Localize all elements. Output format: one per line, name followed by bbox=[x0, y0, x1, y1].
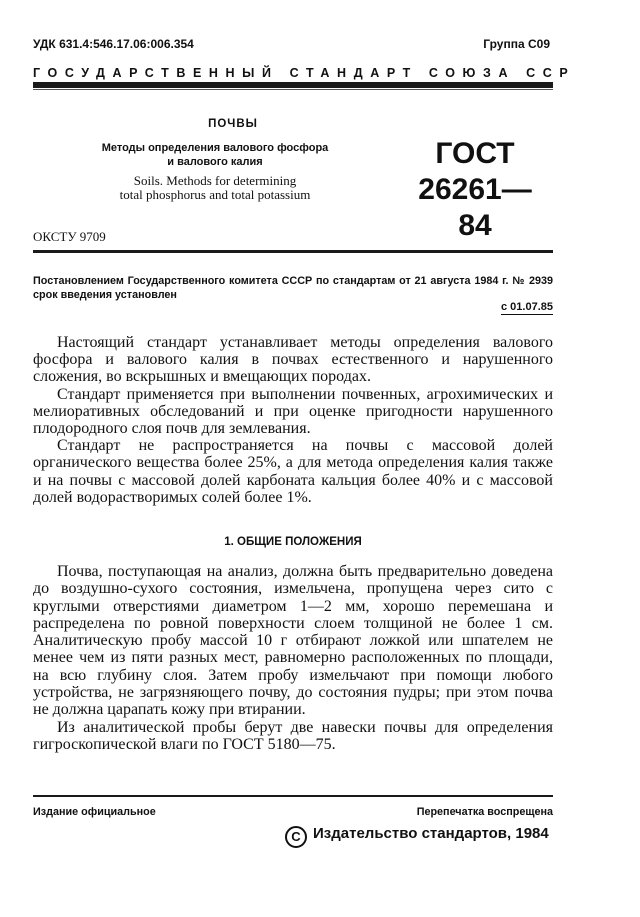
section-heading: 1. ОБЩИЕ ПОЛОЖЕНИЯ bbox=[224, 536, 362, 548]
english-title bbox=[60, 174, 370, 202]
section-rule bbox=[33, 250, 553, 253]
paragraph: Стандарт не распространяется на почвы с массовой долей органического вещества более 25%, а для метода определения калия также и на почвы с массовой долей карбоната кальция более 40% и с массовой долей водорастворимых солей более 1%. bbox=[33, 437, 553, 506]
english-title-line1: Soils. Methods for determining bbox=[133, 173, 297, 188]
paragraph: Почва, поступающая на анализ, должна быть предварительно доведена до воздушно-сухого состояния, измельчена, пропущена через сито с круглыми отверстиями диаметром 1—2 мм, хорошо перемешана и распределена по ровной поверхности слоем толщиной не более 1 см. Аналитическую пробу массой 10 г отбирают ложкой или шпателем не менее чем из пяти разных мест, равномерно расположенных по площади, на всю глубину слоя. Затем пробу измельчают при помощи любого устройства, не загрязняющего почву, до состояния пудры; при этом почва не должна царапать кожу при втирании. bbox=[33, 563, 553, 719]
edition-note: Издание официальное bbox=[33, 806, 156, 818]
effective-date: с 01.07.85 bbox=[501, 301, 553, 313]
russian-title bbox=[60, 141, 370, 169]
paragraph: Из аналитической пробы берут две навески почвы для определения гигроскопической влаги по ГОСТ 5180—75. bbox=[33, 718, 553, 753]
russian-title-line2: и валового калия bbox=[167, 156, 263, 168]
okstu-code: ОКСТУ 9709 bbox=[33, 229, 106, 244]
paragraph: Настоящий стандарт устанавливает методы определения валового фосфора и валового калия в почвах естественного и нарушенного сложения, во вскрышных и вмещающих породах. bbox=[33, 334, 553, 386]
gost-number: 26261—84 bbox=[418, 173, 532, 242]
gost-designation bbox=[405, 136, 545, 244]
header-rule-thin bbox=[33, 89, 553, 90]
publisher: Издательство стандартов, 1984 bbox=[313, 825, 549, 842]
russian-title-line1: Методы определения валового фосфора bbox=[101, 142, 329, 154]
copyright-icon: C bbox=[285, 826, 307, 848]
paragraph: Стандарт применяется при выполнении почвенных, агрохимических и мелиоративных обследований и при оценке пригодности нарушенного плодородного слоя почв для землевания. bbox=[33, 385, 553, 438]
document-topic: ПОЧВЫ bbox=[208, 118, 258, 130]
copyright bbox=[285, 825, 549, 848]
state-standard-banner: ГОСУДАРСТВЕННЫЙ СТАНДАРТ СОЮЗА ССР bbox=[33, 66, 576, 80]
group-code: Группа С09 bbox=[483, 37, 550, 51]
reprint-note: Перепечатка воспрещена bbox=[416, 806, 553, 818]
section-body bbox=[33, 563, 553, 753]
intro-body bbox=[33, 334, 553, 506]
english-title-line2: total phosphorus and total potassium bbox=[119, 187, 311, 202]
header-rule bbox=[33, 82, 553, 88]
gost-label: ГОСТ bbox=[435, 137, 515, 170]
footer-rule bbox=[33, 795, 553, 797]
decree-text: Постановлением Государственного комитета СССР по стандартам от 21 августа 1984 г. № 2939 срок введения установлен bbox=[33, 275, 553, 301]
udk-code: УДК 631.4:546.17.06:006.354 bbox=[33, 37, 194, 51]
